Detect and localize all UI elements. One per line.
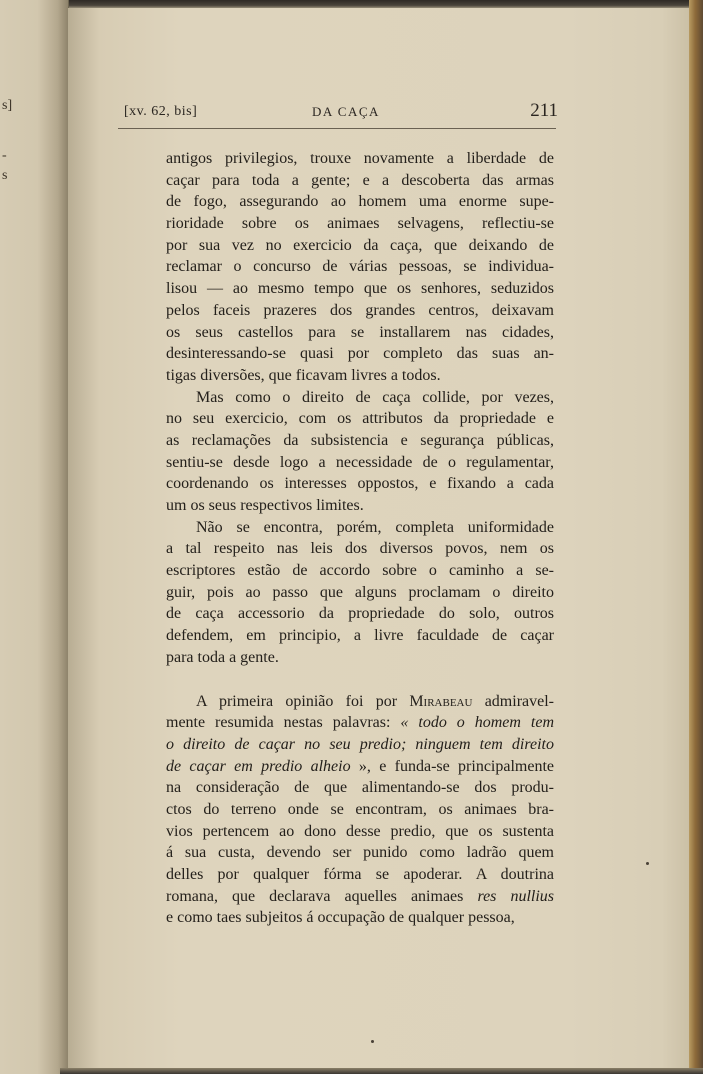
text-run: coordenando os interesses oppostos, e fixando a cada (166, 475, 554, 493)
running-header (118, 100, 558, 128)
text-run: A primeira opinião foi por (196, 692, 410, 710)
text-line (166, 430, 554, 452)
text-line (166, 213, 554, 235)
text-line (166, 691, 554, 713)
text-run: defendem, em principio, a livre faculdade de caçar (166, 627, 554, 645)
text-run: reclamar o concurso de várias pessoas, se individua- (166, 258, 554, 276)
text-line (166, 842, 554, 864)
text-run: á sua custa, devendo ser punido como ladrão quem (166, 844, 554, 862)
paragraph (166, 148, 554, 387)
paragraph (166, 517, 554, 669)
text-line (166, 300, 554, 322)
previous-page-fragment: s (2, 168, 8, 183)
text-line (166, 343, 554, 365)
text-run: para toda a gente. (166, 648, 279, 666)
text-line (166, 886, 554, 908)
text-line (166, 235, 554, 257)
bottom-page-edge (60, 1068, 703, 1074)
text-line (166, 734, 554, 756)
text-line (166, 148, 554, 170)
text-run: por sua vez no exercicio da caça, que deixando de (166, 236, 554, 254)
text-line (166, 191, 554, 213)
text-line (166, 452, 554, 474)
text-run: antigos privilegios, trouxe novamente a liberdade de (166, 150, 554, 167)
text-line (166, 170, 554, 192)
text-run: mente resumida nestas palavras: (166, 714, 401, 732)
text-line (166, 864, 554, 886)
text-line (166, 821, 554, 843)
text-line (166, 560, 554, 582)
text-line (166, 603, 554, 625)
text-line (166, 712, 554, 734)
previous-page-edge (0, 0, 69, 1074)
text-line (166, 647, 554, 669)
text-run: guir, pois ao passo que alguns proclamam o direito (166, 583, 554, 601)
text-run: admiravel- (472, 692, 554, 710)
text-line (166, 777, 554, 799)
page-number: 211 (530, 100, 558, 121)
text-line (166, 582, 554, 604)
text-run: no seu exercicio, com os attributos da propriedade e (166, 410, 554, 428)
text-run: delles por qualquer fórma se apoderar. A doutrina (166, 866, 554, 883)
paragraph (166, 387, 554, 517)
speck (371, 1040, 374, 1043)
italic-text: o direito de caçar no seu predio; ninguem tem direito (166, 735, 554, 753)
running-title: DA CAÇA (312, 104, 380, 119)
text-run: de fogo, assegurando ao homem uma enorme supe- (166, 193, 554, 211)
italic-text: « todo o homem tem (400, 714, 554, 732)
text-line (166, 538, 554, 560)
text-line (166, 256, 554, 278)
text-run: », e funda-se principalmente (350, 757, 554, 775)
text-run: sentiu-se desde logo a necessidade de o regulamentar, (166, 453, 554, 471)
text-line (166, 517, 554, 539)
paragraph-gap (166, 669, 554, 691)
section-reference: [xv. 62, bis] (124, 104, 198, 119)
text-run: romana, que declarava aquelles animaes (166, 887, 478, 905)
text-line (166, 495, 554, 517)
text-run: lisou — ao mesmo tempo que os senhores, seduzidos (166, 280, 554, 298)
text-run: na consideração de que alimentando-se dos produ- (166, 779, 554, 797)
text-run: desinteressando-se quasi por completo das suas an- (166, 345, 554, 363)
header-rule (118, 128, 556, 129)
text-line (166, 365, 554, 387)
text-line (166, 625, 554, 647)
text-run: ctos do terreno onde se encontram, os animaes bra- (166, 800, 554, 818)
italic-text: de caçar em predio alheio (166, 757, 351, 775)
text-line (166, 756, 554, 778)
text-run: de caça accessorio da propriedade do solo, outros (166, 605, 554, 623)
body-text (166, 148, 554, 929)
paragraph (166, 691, 554, 930)
text-line (166, 799, 554, 821)
author-name: Mirabeau (409, 692, 473, 710)
text-run: Não se encontra, porém, completa uniformidade (196, 518, 554, 536)
text-run: caçar para toda a gente; e a descoberta das armas (166, 171, 554, 189)
italic-text: res nullius (477, 887, 554, 905)
text-line (166, 473, 554, 495)
speck (646, 862, 649, 865)
text-line (166, 907, 554, 929)
text-line (166, 278, 554, 300)
text-run: um os seus respectivos limites. (166, 497, 364, 514)
text-line (166, 322, 554, 344)
text-run: rioridade sobre os animaes selvagens, reflectiu-se (166, 215, 554, 233)
text-run: escriptores estão de accordo sobre o caminho a se- (166, 562, 554, 580)
previous-page-fragment: - (2, 148, 7, 163)
text-run: vios pertencem ao dono desse predio, que os sustenta (166, 822, 554, 840)
text-line (166, 408, 554, 430)
right-page-edge (689, 0, 703, 1074)
text-run: a tal respeito nas leis dos diversos povos, nem os (166, 540, 554, 558)
text-run: Mas como o direito de caça collide, por vezes, (196, 388, 554, 406)
text-run: os seus castellos para se installarem nas cidades, (166, 323, 554, 341)
text-run: pelos faceis prazeres dos grandes centros, deixavam (166, 301, 554, 319)
text-run: tigas diversões, que ficavam livres a todos. (166, 366, 441, 384)
previous-page-fragment: s] (2, 98, 13, 113)
text-line (166, 387, 554, 409)
text-run: as reclamações da subsistencia e segurança públicas, (166, 431, 554, 449)
text-run: e como taes subjeitos á occupação de qualquer pessoa, (166, 909, 515, 927)
